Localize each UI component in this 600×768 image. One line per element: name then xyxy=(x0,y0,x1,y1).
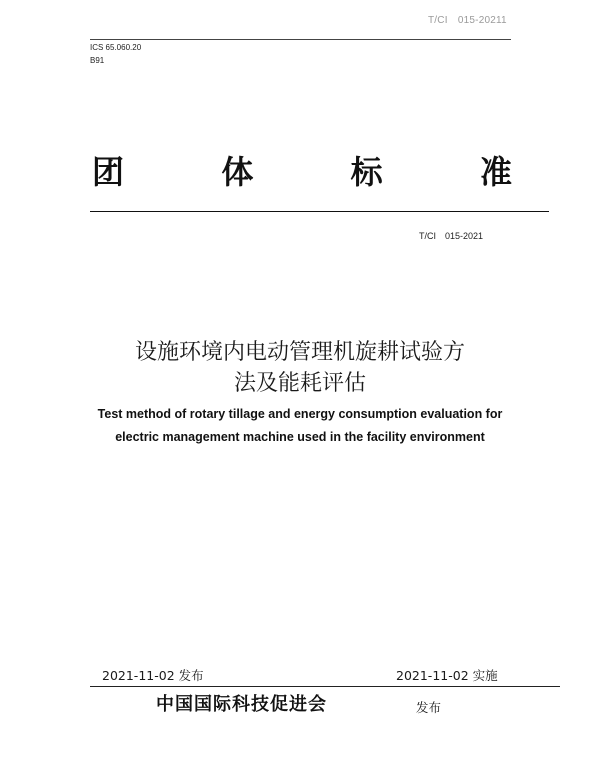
implementation-date: 2021-11-02 实施 xyxy=(396,668,498,683)
document-type-char: 标 xyxy=(350,153,383,191)
publisher-issue-label: 发布 xyxy=(416,700,442,715)
issue-date: 2021-11-02 发布 xyxy=(102,668,204,683)
title-divider xyxy=(90,211,549,212)
document-type-char: 团 xyxy=(92,153,125,191)
header-divider xyxy=(90,39,511,40)
english-title-line-2: electric management machine used in the facility environment xyxy=(115,430,485,444)
ccs-code: B91 xyxy=(90,56,105,65)
header-standard-code: T/CI 015-20211 xyxy=(428,15,507,26)
english-title-line-1: Test method of rotary tillage and energy consumption evaluation for xyxy=(97,407,503,421)
footer-divider xyxy=(90,686,560,687)
chinese-title-line-2: 法及能耗评估 xyxy=(233,371,366,396)
ics-code: ICS 65.060.20 xyxy=(90,43,142,52)
document-type-char: 体 xyxy=(221,153,254,191)
standard-number: T/CI 015-2021 xyxy=(419,231,484,241)
document-type-title xyxy=(92,152,512,192)
publisher-name: 中国国际科技促进会 xyxy=(156,694,327,715)
document-type-char: 准 xyxy=(479,153,512,191)
chinese-title-line-1: 设施环境内电动管理机旋耕试验方 xyxy=(134,340,465,365)
